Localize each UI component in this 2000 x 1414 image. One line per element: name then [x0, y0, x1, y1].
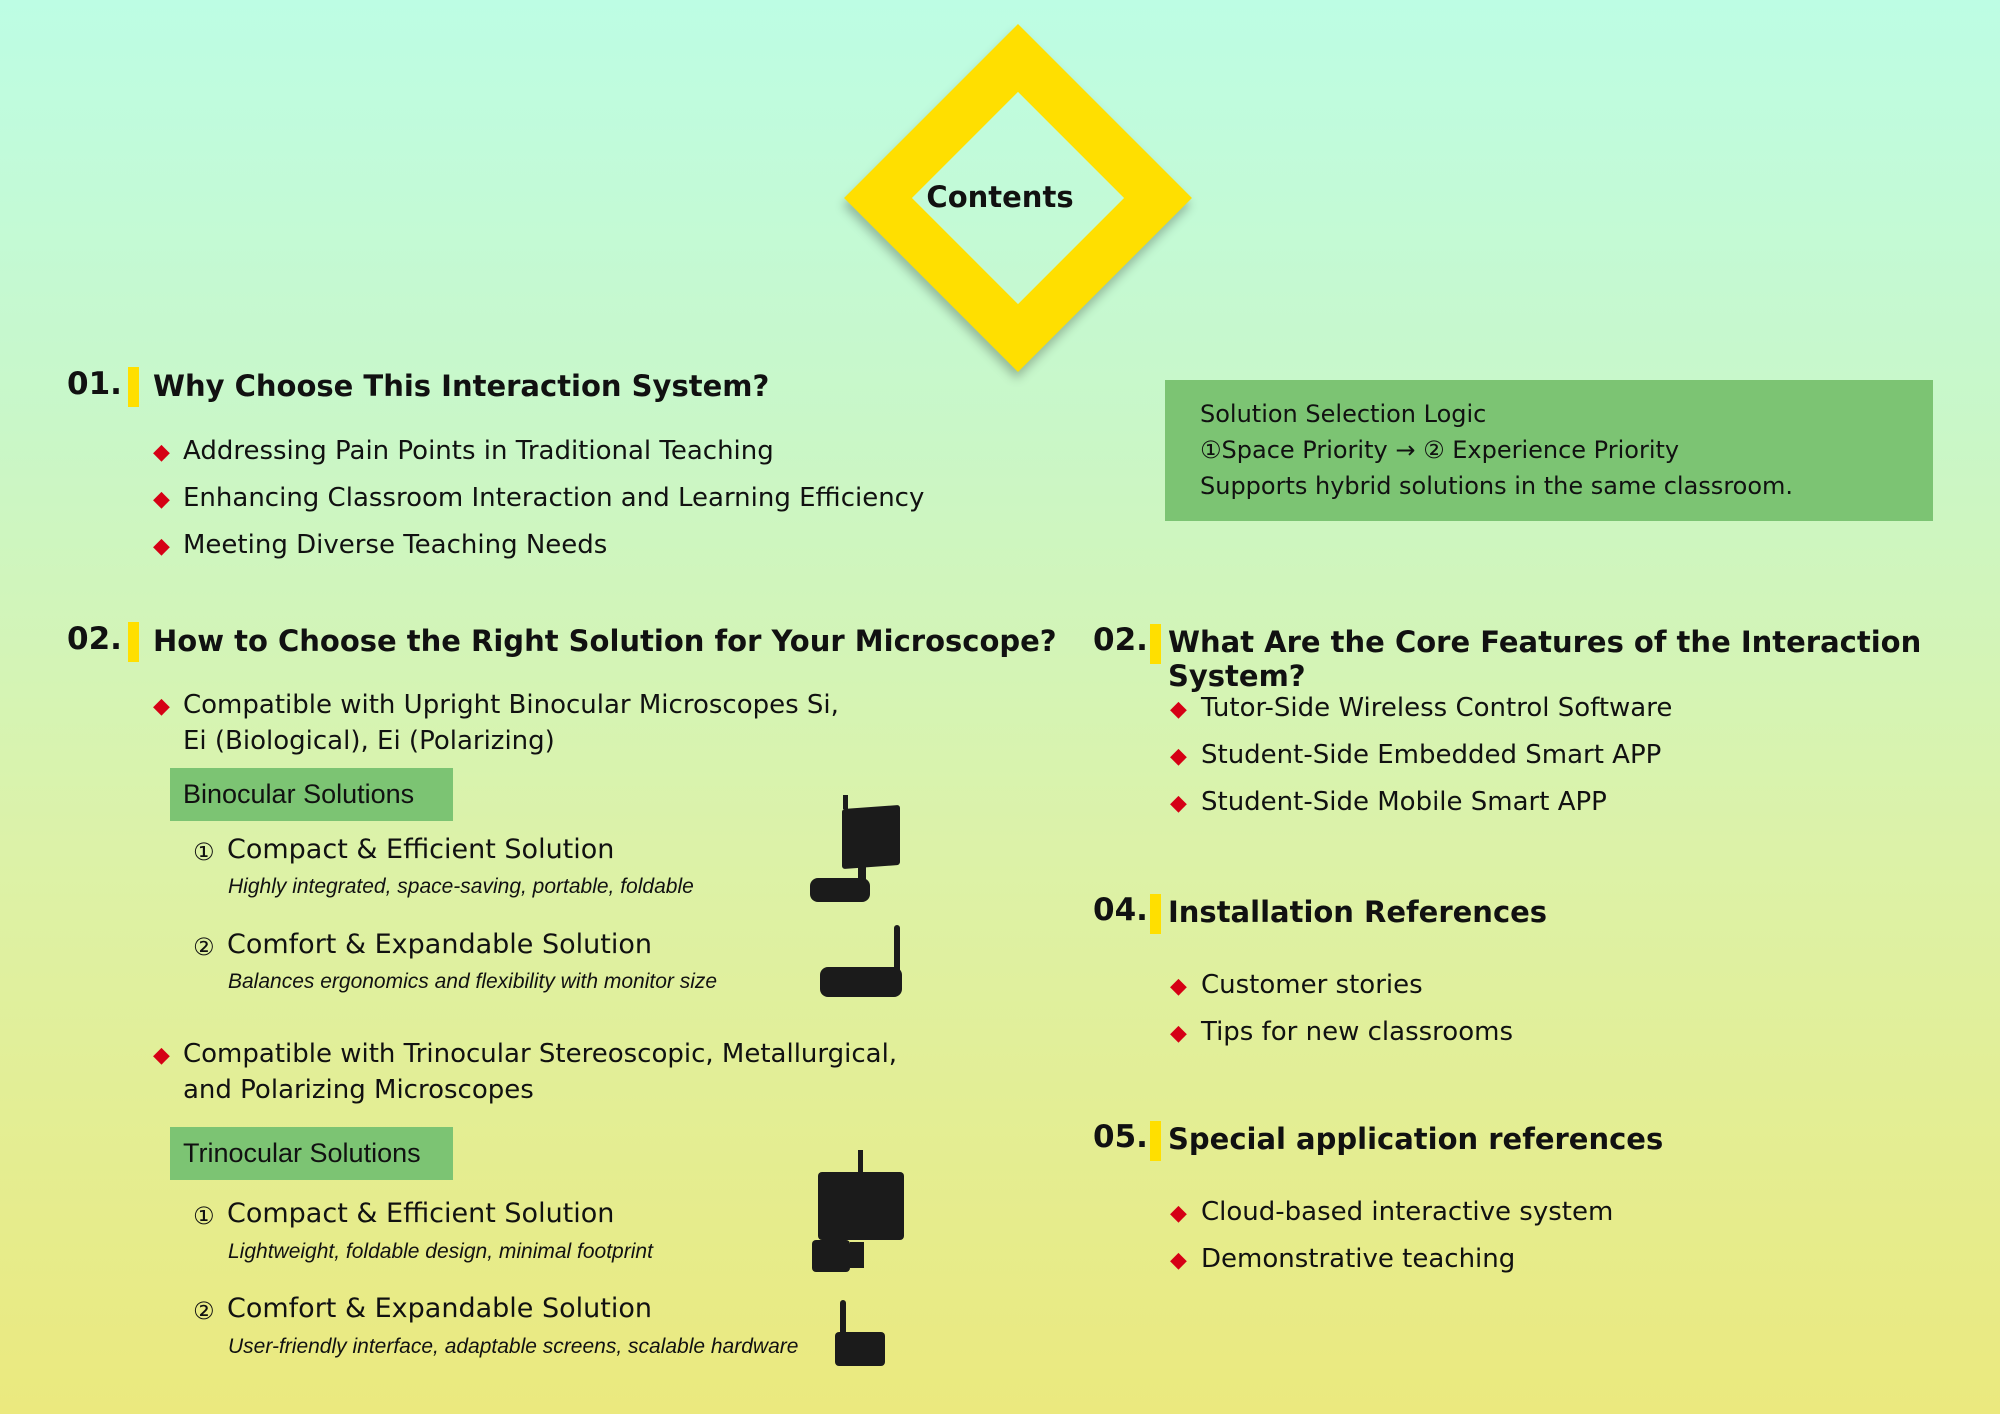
bullet-icon: ◆: [153, 487, 170, 512]
group-b-line-1: Compatible with Trinocular Stereoscopic, Metallurgical,: [183, 1039, 898, 1069]
group-a-line-2: Ei (Biological), Ei (Polarizing): [183, 726, 555, 756]
group-b-option-2-desc: User-friendly interface, adaptable screens, scalable hardware: [228, 1335, 799, 1358]
group-b-option-1-desc: Lightweight, foldable design, minimal footprint: [228, 1240, 653, 1263]
section-1-title: Why Choose This Interaction System?: [153, 369, 770, 403]
bullet-icon: ◆: [1170, 1201, 1187, 1226]
section-5-item-2: Demonstrative teaching: [1201, 1244, 1516, 1274]
trinocular-comfort-device-image: [833, 1300, 893, 1370]
section-5-number: 05.: [1093, 1119, 1148, 1155]
section-1-item-2: Enhancing Classroom Interaction and Learning Efficiency: [183, 483, 925, 513]
page-title: Contents: [926, 180, 1074, 214]
bullet-icon: ◆: [1170, 744, 1187, 769]
logic-line-1: ①Space Priority → ② Experience Priority: [1200, 436, 1680, 464]
bullet-icon: ◆: [153, 694, 170, 719]
bullet-icon: ◆: [1170, 1021, 1187, 1046]
section-3-bar: [1150, 624, 1161, 664]
bullet-icon: ◆: [153, 534, 170, 559]
section-3-number: 02.: [1093, 622, 1148, 658]
group-a-option-2-title: Comfort & Expandable Solution: [227, 929, 652, 960]
bullet-icon: ◆: [1170, 791, 1187, 816]
section-2-title: How to Choose the Right Solution for Your Microscope?: [153, 624, 1057, 658]
binocular-compact-device-image: [810, 795, 910, 905]
option-number: ②: [193, 1297, 215, 1325]
section-5-title: Special application references: [1168, 1122, 1664, 1156]
group-b-line-2: and Polarizing Microscopes: [183, 1075, 534, 1105]
section-1-item-1: Addressing Pain Points in Traditional Teaching: [183, 436, 774, 466]
logic-heading: Solution Selection Logic: [1200, 400, 1487, 428]
bullet-icon: ◆: [1170, 974, 1187, 999]
section-2-bar: [128, 622, 139, 662]
section-1-number: 01.: [67, 366, 122, 402]
option-number: ②: [193, 933, 215, 961]
section-4-item-2: Tips for new classrooms: [1201, 1017, 1513, 1047]
group-b-option-2-title: Comfort & Expandable Solution: [227, 1293, 652, 1324]
bullet-icon: ◆: [153, 440, 170, 465]
section-1-bar: [128, 367, 139, 407]
group-b-option-1-title: Compact & Efficient Solution: [227, 1198, 615, 1229]
bullet-icon: ◆: [153, 1043, 170, 1068]
bullet-icon: ◆: [1170, 1248, 1187, 1273]
section-5-item-1: Cloud-based interactive system: [1201, 1197, 1614, 1227]
group-a-option-1-desc: Highly integrated, space-saving, portable, foldable: [228, 875, 694, 898]
section-5-bar: [1150, 1121, 1161, 1161]
section-4-item-1: Customer stories: [1201, 970, 1423, 1000]
section-4-number: 04.: [1093, 892, 1148, 928]
section-3-item-1: Tutor-Side Wireless Control Software: [1201, 693, 1673, 723]
section-4-title: Installation References: [1168, 895, 1548, 929]
section-2-number: 02.: [67, 621, 122, 657]
section-1-item-3: Meeting Diverse Teaching Needs: [183, 530, 608, 560]
bullet-icon: ◆: [1170, 697, 1187, 722]
option-number: ①: [193, 1202, 215, 1230]
group-a-line-1: Compatible with Upright Binocular Microscopes Si,: [183, 690, 839, 720]
group-a-option-2-desc: Balances ergonomics and flexibility with monitor size: [228, 970, 718, 993]
trinocular-compact-device-image: [810, 1150, 910, 1275]
group-a-option-1-title: Compact & Efficient Solution: [227, 834, 615, 865]
section-3-title: What Are the Core Features of the Interaction System?: [1168, 625, 1922, 693]
solution-logic-box: [1165, 380, 1933, 521]
section-3-item-3: Student-Side Mobile Smart APP: [1201, 787, 1607, 817]
option-number: ①: [193, 838, 215, 866]
binocular-comfort-device-image: [818, 925, 908, 1000]
logic-line-2: Supports hybrid solutions in the same classroom.: [1200, 472, 1794, 500]
section-4-bar: [1150, 894, 1161, 934]
section-3-item-2: Student-Side Embedded Smart APP: [1201, 740, 1662, 770]
trinocular-solutions-tag: Trinocular Solutions: [170, 1127, 453, 1180]
binocular-solutions-tag: Binocular Solutions: [170, 768, 453, 821]
